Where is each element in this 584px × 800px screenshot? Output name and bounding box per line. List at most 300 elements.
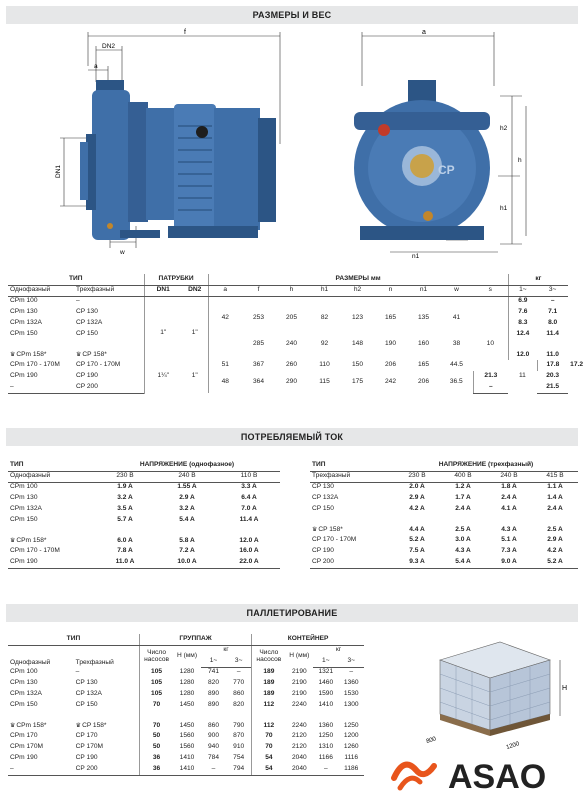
- table-cell: –: [349, 668, 354, 676]
- table-cell: кг: [335, 646, 342, 654]
- table-header-row: [8, 274, 578, 285]
- table-cell: 415 В: [532, 471, 578, 482]
- dim-n1-label: n1: [412, 253, 420, 260]
- table-cell: 820: [207, 679, 219, 687]
- table-cell: 2.9 A: [547, 536, 563, 544]
- table-cell: CPm 130: [10, 494, 38, 502]
- dim-h-label: h: [518, 157, 522, 164]
- table-cell: 70: [252, 731, 286, 742]
- table-cell: 8.0: [548, 319, 558, 327]
- table-cell: 1300: [343, 701, 359, 709]
- table-cell: 2190: [291, 668, 307, 676]
- table-cell: 1460: [318, 679, 334, 687]
- table-cell: 1.1 A: [547, 483, 563, 491]
- table-cell: 1450: [179, 701, 195, 709]
- table-cell: 36: [139, 764, 173, 775]
- table-cell: 7.5 A: [409, 547, 425, 555]
- table-cell: 3~: [226, 656, 251, 667]
- table-cell: 10.0 A: [156, 557, 218, 568]
- table-cell: 10: [486, 340, 494, 348]
- section-title-current: ПОТРЕБЛЯЕМЫЙ ТОК: [6, 428, 578, 446]
- sub-f: f: [242, 285, 275, 296]
- table-cell: 5.7 A: [117, 516, 133, 524]
- table-cell: 175: [352, 377, 364, 385]
- table-row: [8, 678, 364, 689]
- table-cell: 50: [139, 731, 173, 742]
- table-row: [8, 753, 364, 764]
- table-cell: 7.8 A: [117, 547, 133, 555]
- table-cell: CPm 130: [10, 679, 38, 687]
- table-cell: 2190: [291, 690, 307, 698]
- table-cell: 240 В: [486, 471, 532, 482]
- table-row: [8, 711, 364, 731]
- table-cell: CPm 132A: [10, 690, 42, 698]
- table-row: [310, 482, 578, 493]
- table-cell: Число насосов: [252, 645, 286, 667]
- table-cell: 50: [139, 742, 173, 753]
- table-cell: 367: [253, 361, 265, 369]
- table-cell: Однофазный: [8, 471, 94, 482]
- cell-text: CPm 158*: [16, 537, 47, 545]
- dimensions-table: [8, 274, 583, 394]
- table-cell: 1280: [179, 690, 195, 698]
- table-cell: 206: [385, 361, 397, 369]
- pump-front-view-drawing: [350, 26, 530, 258]
- table-cell: 51: [208, 360, 242, 371]
- table-cell: –: [201, 764, 226, 775]
- table-cell: [308, 296, 341, 307]
- sub-1ph: 1~: [508, 285, 537, 296]
- table-cell: 189: [252, 689, 286, 700]
- sub-a: a: [208, 285, 242, 296]
- table-cell: 110 В: [218, 471, 280, 482]
- table-cell: 230 В: [394, 471, 440, 482]
- table-cell: CPm 130: [10, 308, 38, 316]
- table-cell: 1~: [313, 656, 338, 667]
- table-cell: 7.1: [548, 308, 558, 316]
- table-row: [310, 546, 578, 557]
- table-cell: [74, 711, 140, 731]
- table-cell: 230 В: [94, 471, 156, 482]
- table-cell: 2.0 A: [409, 483, 425, 491]
- table-row: [310, 557, 578, 568]
- table-cell: 70: [252, 742, 286, 753]
- table-cell: ТИП: [8, 460, 94, 471]
- table-cell: [208, 340, 242, 360]
- table-row: [8, 557, 280, 568]
- table-cell: 253: [253, 313, 265, 321]
- table-row: [8, 731, 364, 742]
- table-cell: 7.2 A: [179, 547, 195, 555]
- table-cell: 2.9 A: [179, 494, 195, 502]
- table-cell: CP 130: [312, 483, 334, 491]
- logo-text: ASAO: [448, 758, 547, 796]
- sub-n: n: [374, 285, 407, 296]
- table-cell: 1.4 A: [547, 494, 563, 502]
- table-cell: 2240: [291, 722, 307, 730]
- table-cell: CP 200: [310, 557, 394, 568]
- dim-w-label: w: [120, 249, 125, 256]
- table-cell: CP 170 - 170M: [312, 536, 357, 544]
- table-row: [8, 371, 578, 382]
- pallet-width-label: 800: [425, 736, 437, 746]
- dim-a-front-label: a: [422, 29, 426, 36]
- table-cell: 1321: [318, 668, 334, 676]
- table-cell: CP 170 - 170M: [76, 361, 121, 369]
- sub-dn2: DN2: [182, 285, 208, 296]
- table-header-row: [8, 471, 280, 482]
- table-cell: 1116: [344, 754, 359, 762]
- table-cell: CPm 170M: [10, 743, 43, 751]
- sub-3ph: 3~: [537, 285, 568, 296]
- table-cell: 1": [191, 329, 198, 337]
- table-cell: 900: [207, 732, 219, 740]
- sub-h1: h1: [308, 285, 341, 296]
- table-cell: 44.5: [450, 361, 463, 369]
- table-cell: 2120: [291, 732, 307, 740]
- table-row: [8, 689, 364, 700]
- table-row: [8, 764, 364, 775]
- table-cell: CP 150: [76, 330, 98, 338]
- pump-side-view-drawing: [50, 26, 300, 258]
- table-cell: 21.5: [537, 382, 568, 393]
- table-cell: 6.0 A: [117, 537, 133, 545]
- dim-h2-label: h2: [500, 125, 508, 132]
- cell-text: CPm 158*: [16, 722, 47, 730]
- table-cell: 36: [139, 753, 173, 764]
- table-cell: НАПРЯЖЕНИЕ (трехфазный): [394, 460, 578, 471]
- table-cell: 17.2: [570, 361, 583, 369]
- table-cell: 48: [208, 371, 242, 393]
- table-cell: [407, 296, 440, 307]
- table-cell: 105: [139, 689, 173, 700]
- table-cell: 860: [233, 690, 245, 698]
- table-cell: –: [473, 382, 508, 393]
- cell-text: CPm 158*: [16, 351, 47, 359]
- table-cell: 135: [418, 313, 430, 321]
- table-cell: CP 132A: [75, 690, 102, 698]
- table-cell: CPm 190: [10, 754, 38, 762]
- table-cell: CP 130: [76, 308, 98, 316]
- table-cell: [242, 296, 275, 307]
- table-cell: 112: [252, 711, 286, 731]
- pallet-length-label: 1200: [505, 741, 521, 752]
- table-cell: CPm 100: [10, 297, 38, 305]
- table-cell: CPm 132A: [10, 319, 42, 327]
- table-cell: CP 170M: [75, 743, 104, 751]
- table-cell: 1260: [343, 743, 359, 751]
- section-title-pallet: ПАЛЛЕТИРОВАНИЕ: [6, 604, 578, 622]
- table-cell: 12.0: [508, 340, 537, 360]
- table-cell: 7.0 A: [241, 505, 257, 513]
- table-cell: 1560: [179, 743, 195, 751]
- table-cell: CPm 170 - 170M: [10, 547, 60, 555]
- table-cell: [473, 307, 508, 318]
- table-cell: 1360: [343, 679, 359, 687]
- table-cell: –: [236, 668, 241, 676]
- table-cell: CPm 170: [10, 732, 38, 740]
- table-cell: 1": [144, 307, 182, 360]
- table-cell: 1530: [343, 690, 359, 698]
- table-cell: 890: [207, 701, 219, 709]
- table-cell: 1.55 A: [177, 483, 197, 491]
- table-cell: 240: [286, 340, 298, 348]
- table-cell: 11: [518, 372, 526, 380]
- table-cell: 70: [139, 700, 173, 711]
- table-cell: ГРУППАЖ: [139, 634, 251, 645]
- table-row: [8, 296, 578, 307]
- table-cell: 1410: [179, 754, 195, 762]
- sub-w: w: [440, 285, 473, 296]
- table-cell: [440, 296, 473, 307]
- table-cell: 9.0 A: [486, 557, 532, 568]
- table-cell: [74, 340, 144, 360]
- table-cell: 754: [233, 754, 245, 762]
- table-cell: –: [8, 764, 74, 775]
- table-cell: CP 132A: [312, 494, 339, 502]
- table-cell: 1410: [173, 764, 201, 775]
- table-cell: 105: [139, 678, 173, 689]
- crown-icon: ♛: [10, 538, 16, 545]
- table-cell: 9.3 A: [394, 557, 440, 568]
- table-cell: 364: [253, 377, 265, 385]
- table-cell: 2.4 A: [455, 505, 471, 513]
- table-row: [8, 307, 578, 318]
- table-cell: НАПРЯЖЕНИЕ (однофазное): [94, 460, 280, 471]
- table-cell: CP 132A: [76, 319, 103, 327]
- table-cell: CP 150: [75, 701, 98, 709]
- table-cell: 242: [385, 377, 397, 385]
- crown-icon: ♛: [76, 352, 82, 359]
- table-cell: H (мм): [289, 651, 310, 659]
- table-cell: 6.9: [508, 296, 537, 307]
- dim-dn2-label: DN2: [102, 43, 116, 50]
- table-cell: 1590: [318, 690, 334, 698]
- table-cell: 11.4 A: [239, 516, 259, 524]
- table-cell: 4.3 A: [501, 526, 517, 534]
- table-row: [8, 482, 280, 493]
- table-cell: [8, 711, 74, 731]
- table-cell: 11.4: [546, 330, 559, 338]
- table-cell: [8, 526, 94, 546]
- table-cell: 16.0 A: [239, 547, 259, 555]
- crown-icon: ♛: [10, 723, 16, 730]
- table-row: [8, 546, 280, 557]
- table-cell: 165: [418, 361, 430, 369]
- table-cell: 400 В: [440, 471, 486, 482]
- table-row: [8, 493, 280, 504]
- table-cell: 148: [352, 340, 364, 348]
- table-cell: 82: [320, 313, 329, 321]
- table-cell: 205: [286, 313, 298, 321]
- current-three-phase-table: [310, 460, 578, 569]
- table-cell: 54: [252, 764, 286, 775]
- table-cell: 189: [252, 678, 286, 689]
- table-cell: Число насосов: [139, 645, 173, 667]
- table-cell: CP 130: [75, 679, 98, 687]
- table-cell: 1310: [318, 743, 334, 751]
- table-cell: 6.4 A: [241, 494, 257, 502]
- table-row: [8, 526, 280, 546]
- table-cell: [473, 296, 508, 307]
- table-cell: 38: [452, 340, 461, 348]
- table-cell: 2.5 A: [547, 526, 563, 534]
- table-cell: 770: [233, 679, 245, 687]
- pallet-illustration: [410, 630, 570, 750]
- table-cell: 22.0 A: [218, 557, 280, 568]
- sub-three: Трехфазный: [74, 285, 144, 296]
- asao-logo: [390, 748, 580, 796]
- table-cell: 1280: [179, 679, 195, 687]
- table-cell: 2.4 A: [547, 505, 563, 513]
- table-cell: 890: [207, 690, 219, 698]
- table-cell: 20.3: [546, 372, 560, 380]
- table-cell: 285: [253, 340, 265, 348]
- table-cell: CP 190: [312, 547, 334, 555]
- sub-s: s: [473, 285, 508, 296]
- table-cell: CPm 132A: [10, 505, 42, 513]
- table-cell: 1360: [318, 722, 334, 730]
- table-header-row: [8, 645, 364, 656]
- table-cell: –: [76, 297, 80, 305]
- cell-text: CP 158*: [82, 722, 107, 730]
- table-cell: 3.3 A: [241, 483, 257, 491]
- table-cell: 290: [286, 377, 298, 385]
- table-cell: –: [75, 668, 80, 676]
- table-row: [310, 493, 578, 504]
- table-cell: –: [8, 382, 74, 393]
- table-cell: 92: [320, 340, 329, 348]
- table-cell: Трехфазный: [75, 659, 114, 667]
- table-cell: CPm 190: [10, 372, 38, 380]
- table-cell: 1.8 A: [501, 483, 517, 491]
- table-cell: 5.4 A: [179, 516, 195, 524]
- col-type: ТИП: [8, 274, 144, 285]
- table-cell: [182, 296, 208, 307]
- table-header-row: [310, 471, 578, 482]
- table-cell: [144, 296, 182, 307]
- col-dims: РАЗМЕРЫ мм: [208, 274, 508, 285]
- table-cell: 112: [252, 700, 286, 711]
- table-cell: 2120: [291, 743, 307, 751]
- table-cell: 1410: [318, 701, 334, 709]
- table-cell: CP 200: [74, 764, 140, 775]
- table-cell: CPm 100: [10, 483, 38, 491]
- table-cell: CP 200: [74, 382, 144, 393]
- table-cell: [374, 296, 407, 307]
- table-cell: CPm 190: [8, 557, 94, 568]
- table-row: [310, 515, 578, 535]
- table-cell: 2040: [291, 754, 307, 762]
- table-row: [310, 504, 578, 515]
- table-cell: 2.4 A: [501, 494, 517, 502]
- table-cell: 260: [286, 361, 298, 369]
- table-cell: [341, 296, 374, 307]
- table-cell: 12.0 A: [239, 537, 259, 545]
- table-cell: 11.0 A: [94, 557, 156, 568]
- table-cell: 110: [319, 361, 330, 369]
- table-cell: 2.9 A: [409, 494, 425, 502]
- sub-n1: n1: [407, 285, 440, 296]
- table-cell: CPm 100: [10, 668, 38, 676]
- table-cell: 910: [233, 743, 245, 751]
- table-cell: 8.3: [508, 318, 537, 329]
- cell-text: CP 158*: [82, 351, 107, 359]
- table-cell: 70: [139, 711, 173, 731]
- dim-dn1-label: DN1: [55, 164, 62, 178]
- section-title-dimensions: РАЗМЕРЫ И ВЕС: [6, 6, 578, 24]
- table-header-row: [310, 460, 578, 471]
- table-cell: H (мм): [176, 651, 198, 659]
- table-cell: 54: [252, 753, 286, 764]
- table-cell: 1.2 A: [455, 483, 471, 491]
- col-kg: кг: [508, 274, 568, 285]
- table-cell: 1560: [179, 732, 195, 740]
- table-cell: 115: [319, 377, 330, 385]
- table-cell: 4.2 A: [409, 505, 425, 513]
- table-cell: [8, 340, 74, 360]
- table-cell: 820: [233, 701, 245, 709]
- table-cell: 3.0 A: [455, 536, 471, 544]
- table-row: [8, 504, 280, 515]
- table-cell: 1~: [201, 656, 226, 667]
- table-cell: –: [313, 764, 338, 775]
- table-header-row: [8, 285, 578, 296]
- table-cell: 5.1 A: [501, 536, 517, 544]
- pallet-table: [8, 634, 364, 776]
- table-cell: 5.8 A: [179, 537, 195, 545]
- table-cell: 123: [352, 313, 364, 321]
- table-cell: 1": [191, 372, 198, 380]
- table-cell: 1200: [343, 732, 359, 740]
- table-cell: CP 190: [75, 754, 98, 762]
- table-cell: 1250: [318, 732, 334, 740]
- current-single-phase-table: [8, 460, 280, 569]
- table-cell: 3.5 A: [117, 505, 133, 513]
- table-row: [310, 535, 578, 546]
- table-row: [8, 700, 364, 711]
- table-cell: 784: [207, 754, 219, 762]
- col-ports: ПАТРУБКИ: [144, 274, 208, 285]
- crown-icon: ♛: [75, 723, 82, 730]
- table-cell: 17.8: [537, 360, 568, 371]
- dim-a-label: a: [94, 63, 98, 70]
- table-cell: 11.0: [546, 351, 559, 359]
- table-cell: 189: [252, 667, 286, 678]
- table-row: [8, 515, 280, 526]
- table-row: [8, 742, 364, 753]
- table-cell: ТИП: [8, 634, 139, 645]
- dim-h1-label: h1: [500, 205, 508, 212]
- table-header-row: [8, 460, 280, 471]
- table-cell: Однофазный: [10, 659, 51, 667]
- table-cell: 2190: [291, 679, 307, 687]
- table-cell: [310, 515, 394, 535]
- crown-icon: ♛: [10, 352, 16, 359]
- table-cell: –: [550, 297, 555, 305]
- table-cell: 2040: [286, 764, 314, 775]
- table-cell: CP 170: [75, 732, 98, 740]
- table-cell: 5.2 A: [532, 557, 578, 568]
- table-cell: 790: [233, 722, 245, 730]
- table-cell: ТИП: [310, 460, 394, 471]
- table-cell: CPm 150: [10, 330, 38, 338]
- sub-single: Однофазный: [8, 285, 74, 296]
- table-cell: 4.1 A: [501, 505, 517, 513]
- sub-dn1: DN1: [144, 285, 182, 296]
- table-cell: 206: [418, 377, 430, 385]
- table-cell: 3.2 A: [179, 505, 195, 513]
